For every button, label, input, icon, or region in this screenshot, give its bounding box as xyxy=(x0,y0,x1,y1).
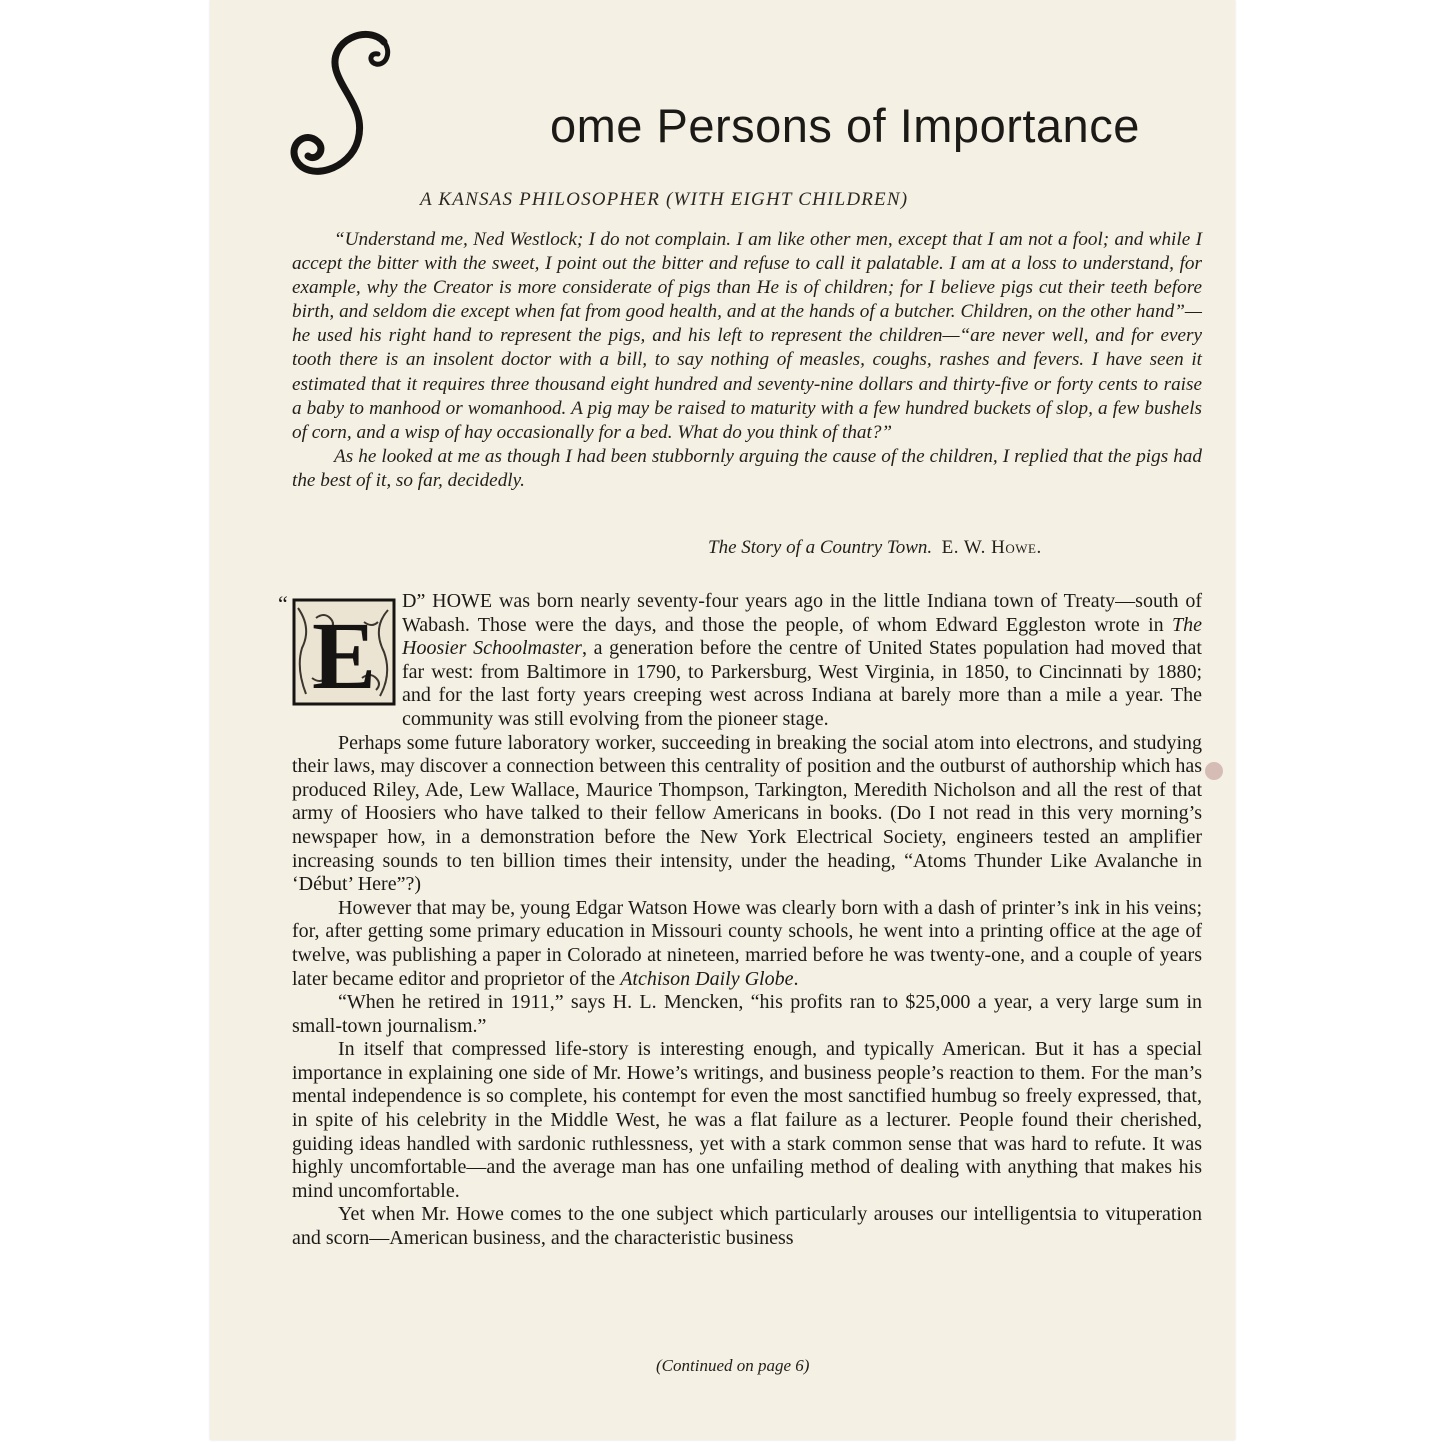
title-text: ome Persons of Importance xyxy=(550,99,1140,152)
article-paragraph: Perhaps some future laboratory worker, succeeding in breaking the social atom into electrons, and studying their laws, may discover a connection between this centrality of position and the outburst of authorship which has produced Riley, Ade, Lew Wallace, Maurice Thompson, Tarkington, Meredith Nicholson and all the rest of that army of Hoosiers who have talked to their fellow Americans in books. (Do I not read in this very morning’s newspaper how, in a demonstration before the New York Electrical Society, engineers tested an amplifier increasing sounds to ten billion times their intensity, under the heading, “Atoms Thunder Like Avalanche in ‘Début’ Here”?) xyxy=(292,731,1202,896)
paper-stain xyxy=(1205,762,1223,780)
ornamental-s-initial xyxy=(288,30,398,190)
article-paragraph: Yet when Mr. Howe comes to the one subject which particularly arouses our intelligentsia to vituperation and scorn—American business, and the characteristic business xyxy=(292,1203,1202,1250)
quote-citation xyxy=(708,537,1208,559)
book-title: The Hoosier Schoolmaster xyxy=(402,613,1202,660)
newspaper-title: Atchison Daily Globe xyxy=(620,967,794,990)
opening-quote-mark: “ xyxy=(278,591,288,616)
svg-text:S: S xyxy=(288,30,289,31)
ornamental-e-initial xyxy=(292,598,410,712)
quote-paragraph: “Understand me, Ned Westlock; I do not complain. I am like other men, except that I am not a fool; and while I accept the bitter with the sweet, I point out the bitter and refuse to call it palatable. I am at a loss to understand, for example, why the Creator is more considerate of pigs than He is of children; for I believe pigs cut their teeth before birth, and seldom die except when fat from good health, and at the hands of a butcher. Children, on the other hand”—he used his right hand to represent the pigs, and his left to represent the children—“are never well, and for every tooth there is an insolent doctor with a bill, to say nothing of measles, coughs, rashes and fevers. I have seen it estimated that it requires three thousand eight hundred and seventy-nine dollars and thirty-five or forty cents to raise a baby to manhood or womanhood. A pig may be raised to maturity with a few hundred buckets of slop, a few bushels of corn, and a wisp of hay occasionally for a bed. What do you think of that?” xyxy=(292,229,1202,443)
citation-work: The Story of a Country Town. xyxy=(708,537,933,558)
article-title xyxy=(288,30,1188,190)
article-paragraph: However that may be, young Edgar Watson Howe was clearly born with a dash of printer’s ink in his veins; for, after getting some primary education in Missouri county schools, he went into a printing office at the age of twelve, was publishing a paper in Colorado at nineteen, married before he was twenty-one, and a couple of years later became editor and proprietor of the Atchison Daily Globe. xyxy=(292,896,1202,990)
section-heading: A KANSAS PHILOSOPHER (WITH EIGHT CHILDREN) xyxy=(420,189,909,210)
epigraph-quote xyxy=(292,228,1202,493)
drop-cap xyxy=(278,591,396,709)
continued-note: (Continued on page 6) xyxy=(656,1356,810,1375)
article-body xyxy=(278,590,1202,1251)
article-paragraph: In itself that compressed life-story is interesting enough, and typically American. But it has a special importance in explaining one side of Mr. Howe’s writings, and business people’s reaction to them. For the man’s mental independence is so complete, his contempt for even the most sanctified humbug so freely expressed, that, in spite of his celebrity in the Middle West, he was a flat failure as a lecturer. People found their cherished, guiding ideas handled with sardonic ruthlessness, yet with a stark common sense that was hard to refute. It was highly uncomfortable—and the average man has one unfailing method of dealing with anything that makes his mind uncomfortable. xyxy=(292,1038,1202,1202)
article-paragraph: “When he retired in 1911,” says H. L. Mencken, “his profits ran to $25,000 a year, a very large sum in small-town journalism.” xyxy=(292,991,1202,1037)
article-paragraph: “ E D” HOWE was born nearly seventy-four years ago in the little Indiana town of Treaty—south of Wabash. Those were the days, and those the people, of whom Edward Eggleston wrote in The Hoosier Schoolmaster, a generation before the centre of United States population had moved that far west: from Baltimore in 1790, to Parkersburg, West Virginia, in 1850, to Cincinnati by 1880; and for the last forty years creeping west across Indiana at barely more than a mile a year. The community was still evolving from the pioneer stage. xyxy=(278,590,1202,730)
quote-paragraph: As he looked at me as though I had been stubbornly arguing the cause of the children, I replied that the pigs had the best of it, so far, decidedly. xyxy=(292,445,1202,491)
svg-text:E: E xyxy=(311,602,377,709)
citation-author: E. W. Howe. xyxy=(941,537,1042,558)
